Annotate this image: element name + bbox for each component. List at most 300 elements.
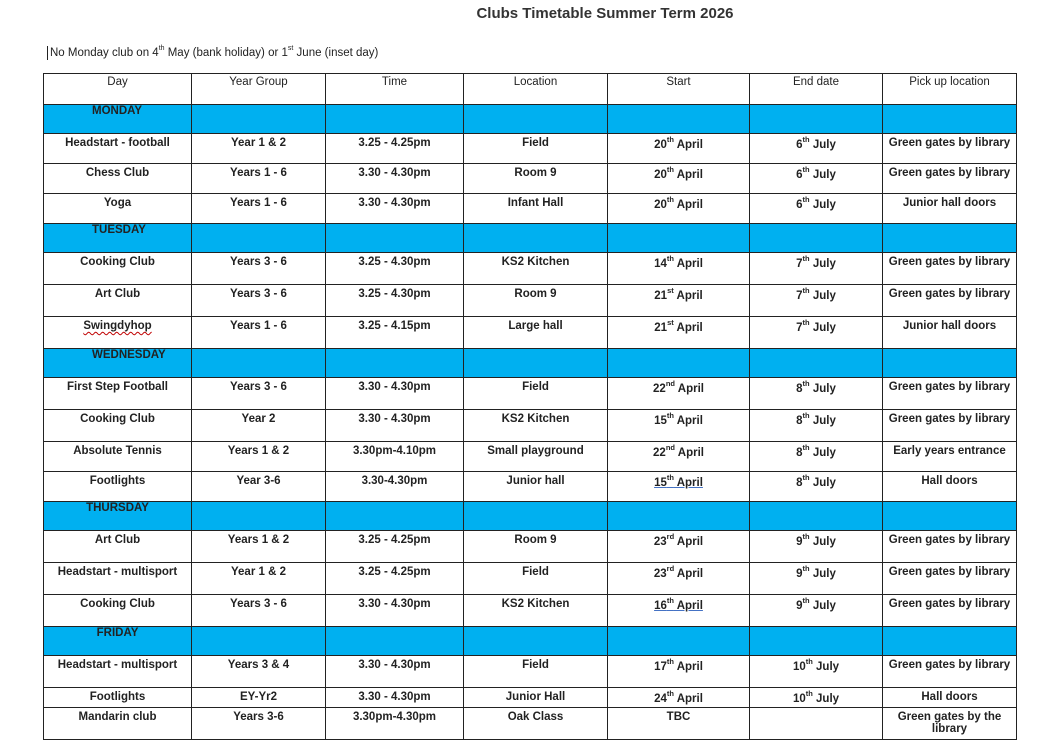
date-day: 22 xyxy=(653,447,666,459)
date-month: April xyxy=(674,536,704,548)
day-band-cell xyxy=(464,502,608,531)
date-day: 8 xyxy=(796,383,803,395)
date-cell xyxy=(608,656,750,688)
date-value xyxy=(750,317,882,334)
day-band-cell xyxy=(192,627,326,656)
time-cell xyxy=(326,134,464,164)
date-day: 22 xyxy=(653,383,666,395)
location-value: Room 9 xyxy=(514,167,557,179)
location-cell xyxy=(464,656,608,688)
date-cell xyxy=(608,595,750,627)
date-value xyxy=(750,378,882,395)
date-suffix: nd xyxy=(665,379,675,389)
pickup-value: Green gates by library xyxy=(888,288,1011,300)
table-row xyxy=(44,285,1017,317)
date-cell xyxy=(750,595,883,627)
column-header: Start xyxy=(608,74,750,105)
day-band-cell xyxy=(883,502,1017,531)
year-value: Year 1 & 2 xyxy=(231,566,286,578)
time-cell xyxy=(326,708,464,740)
date-suffix: th xyxy=(802,532,810,542)
club-cell xyxy=(44,656,192,688)
date-month: July xyxy=(809,536,836,548)
date-cell xyxy=(608,134,750,164)
day-band-cell xyxy=(192,349,326,378)
date-cell xyxy=(608,194,750,224)
date-value xyxy=(750,253,882,270)
location-value: Oak Class xyxy=(507,711,564,723)
pickup-value: Green gates by library xyxy=(888,137,1011,149)
date-month: July xyxy=(812,693,840,705)
time-cell xyxy=(326,656,464,688)
day-band-cell xyxy=(326,105,464,134)
day-band-cell xyxy=(883,105,1017,134)
day-band-cell xyxy=(464,224,608,253)
date-value xyxy=(608,134,749,151)
date-cell xyxy=(608,688,750,708)
table-row xyxy=(44,253,1017,285)
location-value: Junior hall xyxy=(506,475,565,487)
table-row xyxy=(44,531,1017,563)
table-row xyxy=(44,194,1017,224)
year-cell xyxy=(192,285,326,317)
time-cell xyxy=(326,317,464,349)
year-value: Years 3 & 4 xyxy=(227,659,290,671)
date-suffix: th xyxy=(802,318,810,328)
date-month: July xyxy=(812,661,840,673)
day-band-cell xyxy=(750,349,883,378)
date-day: 7 xyxy=(796,322,803,334)
column-header: Day xyxy=(44,74,192,105)
table-row xyxy=(44,688,1017,708)
day-band-cell xyxy=(883,224,1017,253)
time-cell xyxy=(326,410,464,442)
location-cell xyxy=(464,531,608,563)
pickup-cell xyxy=(883,410,1017,442)
date-value xyxy=(608,194,749,211)
date-month: April xyxy=(673,169,703,181)
date-cell xyxy=(750,285,883,317)
pickup-cell xyxy=(883,563,1017,595)
date-cell xyxy=(608,164,750,194)
date-day: 15 xyxy=(654,477,667,489)
date-day: 8 xyxy=(796,447,803,459)
column-header: Time xyxy=(326,74,464,105)
day-band-cell xyxy=(326,627,464,656)
date-value xyxy=(750,688,882,705)
date-value xyxy=(750,563,882,580)
date-suffix: th xyxy=(805,657,813,667)
pickup-value: Green gates by library xyxy=(888,256,1011,268)
date-day: 17 xyxy=(654,661,667,673)
club-value: Mandarin club xyxy=(78,711,157,723)
table-row xyxy=(44,410,1017,442)
club-value: Cooking Club xyxy=(80,598,155,610)
location-value: Field xyxy=(522,659,549,671)
year-cell xyxy=(192,410,326,442)
date-month: July xyxy=(809,322,836,334)
date-value xyxy=(608,656,749,673)
club-cell xyxy=(44,285,192,317)
club-value: Headstart - multisport xyxy=(57,659,178,671)
club-value: Cooking Club xyxy=(80,256,155,268)
club-cell xyxy=(44,253,192,285)
year-value: Years 1 - 6 xyxy=(230,320,287,332)
pickup-value: Hall doors xyxy=(921,691,978,703)
year-cell xyxy=(192,253,326,285)
date-month: April xyxy=(673,199,703,211)
location-value: Field xyxy=(522,381,549,393)
year-value: Year 3-6 xyxy=(236,475,281,487)
year-cell xyxy=(192,378,326,410)
date-month: April xyxy=(675,383,704,395)
year-value: Years 3 - 6 xyxy=(230,256,287,268)
date-suffix: th xyxy=(666,411,674,421)
date-suffix: th xyxy=(802,411,810,421)
date-month: April xyxy=(673,693,703,705)
date-suffix: th xyxy=(802,254,810,264)
time-cell xyxy=(326,563,464,595)
header-row xyxy=(44,74,1017,105)
date-cell xyxy=(750,410,883,442)
table-row xyxy=(44,563,1017,595)
club-value: Headstart - football xyxy=(65,137,170,149)
pickup-cell xyxy=(883,164,1017,194)
time-cell xyxy=(326,378,464,410)
pickup-cell xyxy=(883,378,1017,410)
pickup-cell xyxy=(883,688,1017,708)
pickup-cell xyxy=(883,285,1017,317)
date-cell xyxy=(750,656,883,688)
date-suffix: th xyxy=(802,165,810,175)
date-value xyxy=(608,410,749,427)
day-band-cell xyxy=(192,105,326,134)
year-value: Years 1 & 2 xyxy=(227,534,290,546)
date-value xyxy=(750,656,882,673)
year-value: Year 1 & 2 xyxy=(231,137,286,149)
date-day: 23 xyxy=(653,536,667,548)
date-suffix: th xyxy=(802,443,810,453)
pickup-value: Junior hall doors xyxy=(902,320,997,332)
date-value xyxy=(750,410,882,427)
date-month: April xyxy=(674,568,704,580)
pickup-value: Early years entrance xyxy=(893,445,1006,457)
date-month: April xyxy=(673,322,703,334)
date-day: 14 xyxy=(654,258,667,270)
pickup-cell xyxy=(883,472,1017,502)
location-cell xyxy=(464,253,608,285)
date-suffix: rd xyxy=(666,532,675,542)
date-cell xyxy=(608,563,750,595)
year-cell xyxy=(192,164,326,194)
date-day: 10 xyxy=(792,661,806,673)
day-band-cell xyxy=(608,224,750,253)
date-suffix: rd xyxy=(666,564,675,574)
location-cell xyxy=(464,134,608,164)
pickup-value: Green gates by the library xyxy=(897,711,1002,735)
date-day: 10 xyxy=(792,693,806,705)
date-suffix: th xyxy=(666,165,674,175)
timetable-body xyxy=(44,105,1017,740)
time-value: 3.30 - 4.30pm xyxy=(358,413,431,425)
date-value xyxy=(750,531,882,548)
time-value: 3.30 - 4.30pm xyxy=(358,598,431,610)
date-month: April xyxy=(673,258,703,270)
year-cell xyxy=(192,531,326,563)
time-cell xyxy=(326,285,464,317)
date-cell xyxy=(608,410,750,442)
day-band-cell xyxy=(883,627,1017,656)
club-cell xyxy=(44,708,192,740)
location-cell xyxy=(464,688,608,708)
date-cell xyxy=(750,472,883,502)
date-cell xyxy=(608,317,750,349)
date-value xyxy=(608,688,749,705)
table-row xyxy=(44,708,1017,740)
pickup-value: Green gates by library xyxy=(888,598,1011,610)
date-month: July xyxy=(809,139,836,151)
time-value: 3.30 - 4.30pm xyxy=(358,691,431,703)
date-cell xyxy=(608,708,750,740)
date-suffix: th xyxy=(666,195,674,205)
date-suffix: th xyxy=(802,379,810,389)
date-cell xyxy=(750,378,883,410)
date-value xyxy=(608,531,749,548)
club-value: Cooking Club xyxy=(80,413,155,425)
date-suffix: st xyxy=(667,318,674,328)
year-value: Year 2 xyxy=(241,413,276,425)
year-cell xyxy=(192,134,326,164)
location-cell xyxy=(464,317,608,349)
club-cell xyxy=(44,442,192,472)
year-value: Years 3 - 6 xyxy=(230,598,287,610)
club-cell xyxy=(44,531,192,563)
notice-text: No Monday club on 4th May (bank holiday) or 1st June (inset day) xyxy=(47,46,378,60)
date-value xyxy=(608,595,749,612)
time-cell xyxy=(326,595,464,627)
time-cell xyxy=(326,472,464,502)
pickup-cell xyxy=(883,253,1017,285)
date-suffix: th xyxy=(802,135,810,145)
day-band-cell xyxy=(326,349,464,378)
location-value: KS2 Kitchen xyxy=(501,256,570,268)
time-value: 3.25 - 4.30pm xyxy=(358,256,431,268)
day-row-wednesday xyxy=(44,349,1017,378)
pickup-value: Hall doors xyxy=(921,475,978,487)
club-value: Art Club xyxy=(94,288,141,300)
date-cell xyxy=(750,134,883,164)
day-band-cell xyxy=(464,105,608,134)
year-cell xyxy=(192,656,326,688)
club-cell xyxy=(44,378,192,410)
date-suffix: st xyxy=(667,286,674,296)
date-cell xyxy=(750,442,883,472)
time-value: 3.25 - 4.25pm xyxy=(358,534,431,546)
year-value: Years 3 - 6 xyxy=(230,381,287,393)
date-value xyxy=(608,285,749,302)
location-value: Field xyxy=(522,137,549,149)
time-value: 3.25 - 4.30pm xyxy=(358,288,431,300)
column-header: Year Group xyxy=(192,74,326,105)
date-value xyxy=(750,472,882,489)
date-day: 21 xyxy=(654,322,668,334)
club-value: Swingdyhop xyxy=(83,320,152,332)
location-cell xyxy=(464,378,608,410)
column-header: End date xyxy=(750,74,883,105)
club-value: Headstart - multisport xyxy=(57,566,178,578)
date-day: 9 xyxy=(796,568,803,580)
date-month: April xyxy=(673,290,703,302)
day-band-cell xyxy=(464,627,608,656)
end-value xyxy=(750,708,882,711)
date-suffix: th xyxy=(666,135,674,145)
table-row xyxy=(44,595,1017,627)
date-month: July xyxy=(809,258,836,270)
date-day: 24 xyxy=(654,693,667,705)
date-cell xyxy=(750,708,883,740)
day-name: THURSDAY xyxy=(44,502,192,531)
date-value xyxy=(750,442,882,459)
date-value xyxy=(608,164,749,181)
date-month: July xyxy=(809,383,836,395)
date-month: July xyxy=(809,415,836,427)
year-value: Years 3-6 xyxy=(233,711,284,723)
pickup-value: Green gates by library xyxy=(888,659,1011,671)
club-cell xyxy=(44,317,192,349)
location-value: Infant Hall xyxy=(507,197,564,209)
location-value: KS2 Kitchen xyxy=(501,598,570,610)
club-cell xyxy=(44,472,192,502)
date-value xyxy=(750,595,882,612)
club-cell xyxy=(44,688,192,708)
time-value: 3.25 - 4.15pm xyxy=(358,320,431,332)
day-band-cell xyxy=(608,349,750,378)
date-suffix: th xyxy=(802,473,810,483)
time-value: 3.25 - 4.25pm xyxy=(358,137,431,149)
time-cell xyxy=(326,164,464,194)
location-cell xyxy=(464,472,608,502)
date-cell xyxy=(750,317,883,349)
pickup-cell xyxy=(883,317,1017,349)
day-row-tuesday xyxy=(44,224,1017,253)
date-month: July xyxy=(809,290,836,302)
location-cell xyxy=(464,595,608,627)
table-row xyxy=(44,378,1017,410)
date-cell xyxy=(750,688,883,708)
date-cell xyxy=(608,442,750,472)
start-value: TBC xyxy=(666,711,691,723)
time-value: 3.25 - 4.25pm xyxy=(358,566,431,578)
day-band-cell xyxy=(608,627,750,656)
date-suffix: nd xyxy=(665,443,675,453)
day-name: TUESDAY xyxy=(44,224,192,253)
time-value: 3.30 - 4.30pm xyxy=(358,167,431,179)
date-value xyxy=(608,563,749,580)
date-month: July xyxy=(809,169,836,181)
date-cell xyxy=(608,378,750,410)
date-cell xyxy=(750,563,883,595)
date-month: April xyxy=(673,600,703,612)
pickup-cell xyxy=(883,194,1017,224)
time-value: 3.30-4.30pm xyxy=(361,475,428,487)
location-cell xyxy=(464,708,608,740)
date-cell xyxy=(608,253,750,285)
column-header: Pick up location xyxy=(883,74,1017,105)
date-value xyxy=(608,378,749,395)
location-cell xyxy=(464,442,608,472)
date-value xyxy=(750,194,882,211)
date-day: 20 xyxy=(654,169,667,181)
location-cell xyxy=(464,164,608,194)
year-value: Years 3 - 6 xyxy=(230,288,287,300)
club-value: Chess Club xyxy=(85,167,150,179)
date-day: 16 xyxy=(654,600,667,612)
date-day: 20 xyxy=(654,199,667,211)
date-month: April xyxy=(673,661,703,673)
club-cell xyxy=(44,194,192,224)
location-cell xyxy=(464,563,608,595)
date-month: April xyxy=(673,139,703,151)
time-value: 3.30 - 4.30pm xyxy=(358,659,431,671)
year-cell xyxy=(192,472,326,502)
date-suffix: th xyxy=(666,596,674,606)
time-value: 3.30 - 4.30pm xyxy=(358,381,431,393)
year-cell xyxy=(192,442,326,472)
date-day: 15 xyxy=(654,415,667,427)
page-title: Clubs Timetable Summer Term 2026 xyxy=(476,5,734,22)
club-value: Footlights xyxy=(89,691,146,703)
date-month: April xyxy=(673,415,703,427)
pickup-value: Green gates by library xyxy=(888,413,1011,425)
day-band-cell xyxy=(464,349,608,378)
year-cell xyxy=(192,563,326,595)
date-value xyxy=(750,134,882,151)
column-header: Location xyxy=(464,74,608,105)
pickup-cell xyxy=(883,656,1017,688)
location-cell xyxy=(464,410,608,442)
pickup-value: Green gates by library xyxy=(888,534,1011,546)
table-row xyxy=(44,134,1017,164)
location-cell xyxy=(464,194,608,224)
date-month: April xyxy=(673,477,703,489)
table-row xyxy=(44,317,1017,349)
time-cell xyxy=(326,253,464,285)
location-value: Room 9 xyxy=(514,288,557,300)
date-day: 23 xyxy=(653,568,667,580)
date-cell xyxy=(750,531,883,563)
date-cell xyxy=(750,164,883,194)
date-suffix: th xyxy=(802,596,810,606)
date-day: 6 xyxy=(796,139,803,151)
date-suffix: th xyxy=(805,689,813,699)
year-value: Years 1 & 2 xyxy=(227,445,290,457)
day-name: WEDNESDAY xyxy=(44,349,192,378)
date-day: 7 xyxy=(796,290,803,302)
date-suffix: th xyxy=(666,689,674,699)
pickup-value: Green gates by library xyxy=(888,167,1011,179)
date-day: 8 xyxy=(796,415,803,427)
date-suffix: th xyxy=(802,286,810,296)
date-suffix: th xyxy=(666,657,674,667)
date-cell xyxy=(608,285,750,317)
club-cell xyxy=(44,134,192,164)
day-band-cell xyxy=(883,349,1017,378)
year-cell xyxy=(192,317,326,349)
date-value xyxy=(608,253,749,270)
club-cell xyxy=(44,563,192,595)
date-day: 6 xyxy=(796,199,803,211)
date-day: 9 xyxy=(796,600,803,612)
